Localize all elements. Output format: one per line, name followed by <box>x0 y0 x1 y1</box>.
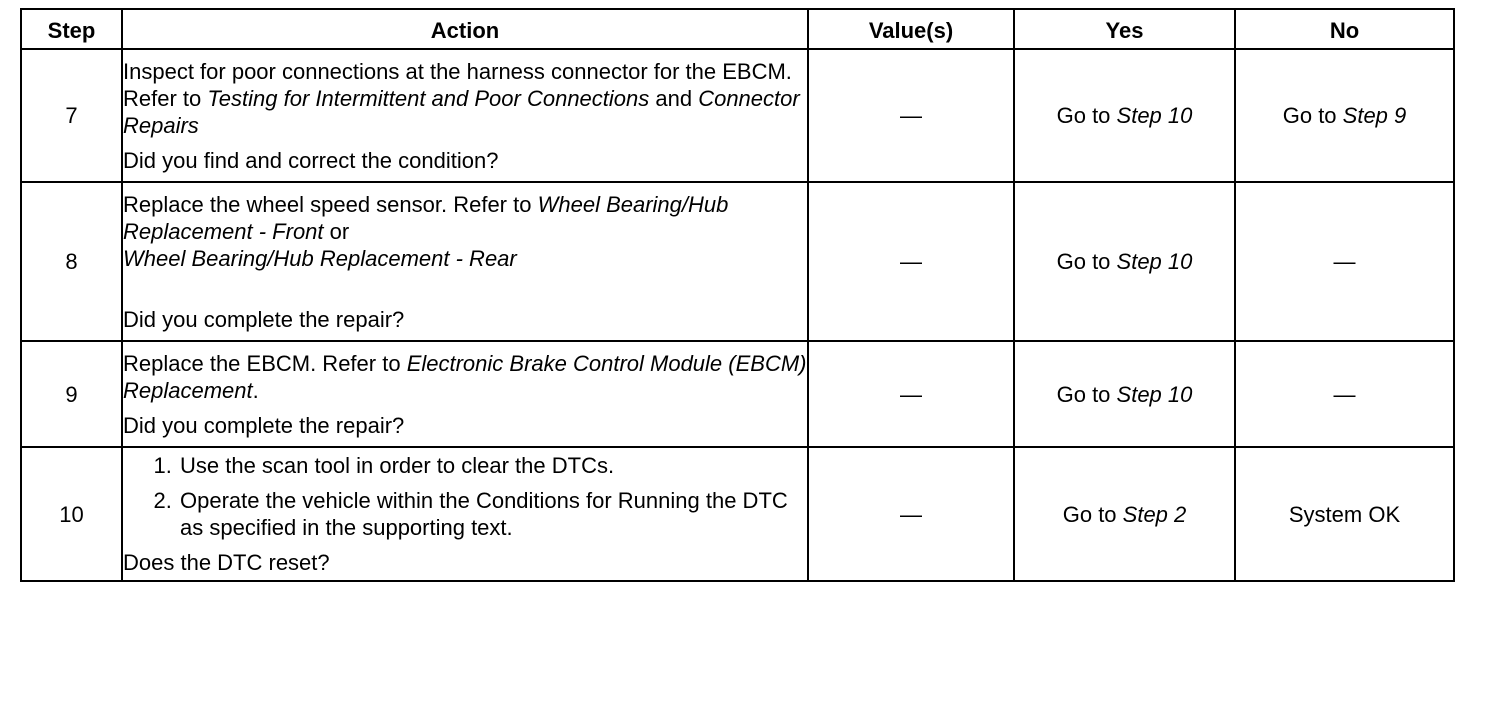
table-row <box>21 49 1454 182</box>
action-text: Replace the wheel speed sensor. Refer to <box>123 191 538 217</box>
header-values: Value(s) <box>808 9 1014 49</box>
header-row <box>21 9 1454 49</box>
step-number: 7 <box>21 49 122 182</box>
action-instruction <box>123 58 807 139</box>
yes-step-ref: Step 10 <box>1116 381 1193 407</box>
action-text: Replace the EBCM. Refer to <box>123 350 407 376</box>
yes-cell <box>1014 49 1235 182</box>
value-cell: — <box>808 447 1014 581</box>
action-question: Did you complete the repair? <box>123 412 405 438</box>
action-question: Did you find and correct the condition? <box>123 147 499 173</box>
step-number: 8 <box>21 182 122 341</box>
header-yes: Yes <box>1014 9 1235 49</box>
no-cell: — <box>1235 341 1454 447</box>
action-cell <box>122 341 808 447</box>
header-action: Action <box>122 9 808 49</box>
diagnostic-table <box>20 8 1455 582</box>
yes-cell <box>1014 182 1235 341</box>
no-step-ref: Step 9 <box>1342 103 1407 128</box>
value-cell: — <box>808 49 1014 182</box>
action-question: Does the DTC reset? <box>123 550 330 575</box>
action-cell <box>122 49 808 182</box>
action-cell <box>122 182 808 341</box>
yes-prefix: Go to <box>1062 501 1123 527</box>
action-instruction <box>123 350 807 404</box>
table-row <box>21 182 1454 341</box>
header-no: No <box>1235 9 1454 49</box>
action-text: and <box>649 85 699 111</box>
action-cell <box>122 447 808 581</box>
step-number: 9 <box>21 341 122 447</box>
yes-step-ref: Step 10 <box>1116 103 1193 128</box>
list-item: 1. Use the scan tool in order to clear the DTCs. <box>178 452 807 479</box>
yes-cell <box>1014 447 1235 581</box>
table-row <box>21 447 1454 581</box>
yes-prefix: Go to <box>1056 381 1117 407</box>
list-item: 2. Operate the vehicle within the Conditions for Running the DTC as specified in the supporting text. <box>178 487 807 541</box>
action-text: . <box>252 377 259 403</box>
yes-prefix: Go to <box>1056 249 1117 274</box>
value-cell: — <box>808 341 1014 447</box>
yes-step-ref: Step 10 <box>1116 249 1193 274</box>
yes-step-ref: Step 2 <box>1122 501 1187 527</box>
no-prefix: Go to <box>1282 103 1343 128</box>
reference-link: Connector Repairs <box>123 85 800 138</box>
reference-link: Electronic Brake Control Module (EBCM) Replacement <box>123 350 807 403</box>
yes-cell <box>1014 341 1235 447</box>
action-text: Inspect for poor connections at the harness connector for the EBCM. Refer to <box>123 58 792 111</box>
yes-prefix: Go to <box>1056 103 1117 128</box>
step-number: 10 <box>21 447 122 581</box>
value-cell: — <box>808 182 1014 341</box>
action-text: or <box>323 218 350 244</box>
no-cell <box>1235 49 1454 182</box>
no-cell: — <box>1235 182 1454 341</box>
reference-link: Wheel Bearing/Hub Replacement - Front <box>123 191 729 244</box>
no-cell: System OK <box>1235 447 1454 581</box>
action-instruction <box>123 191 807 272</box>
reference-link: Testing for Intermittent and Poor Connections <box>207 85 650 111</box>
header-step: Step <box>21 9 122 49</box>
action-list <box>123 452 807 541</box>
action-question: Did you complete the repair? <box>123 306 405 332</box>
table-row <box>21 341 1454 447</box>
reference-link: Wheel Bearing/Hub Replacement - Rear <box>123 245 517 271</box>
